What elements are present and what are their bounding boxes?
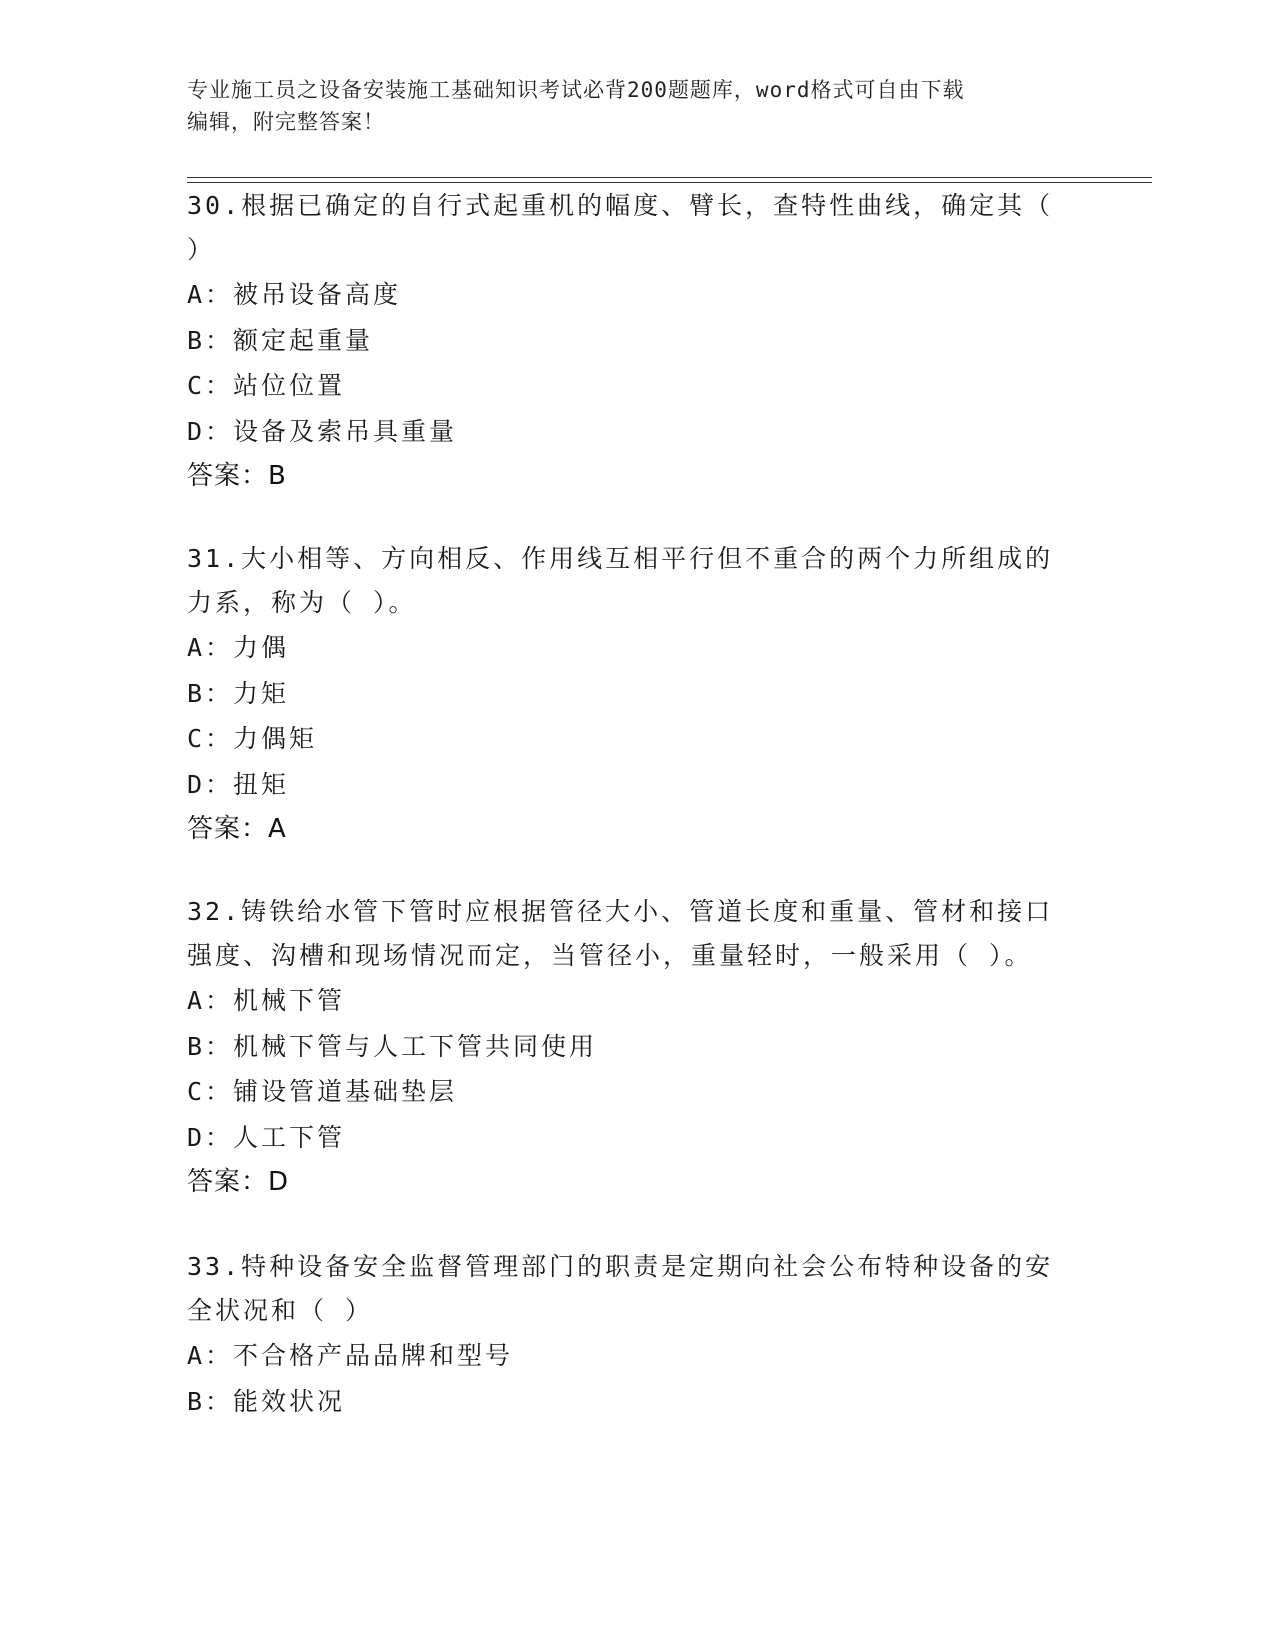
question-stem-line-1: 33.特种设备安全监督管理部门的职责是定期向社会公布特种设备的安: [187, 1252, 1054, 1281]
option-d: D：人工下管: [187, 1122, 346, 1152]
option-a: A：被吊设备高度: [187, 280, 402, 309]
option-a: A：机械下管: [187, 986, 346, 1015]
question-stem-line-2: ）: [187, 235, 216, 264]
option-a: A：力偶: [187, 633, 290, 662]
option-d: D：设备及索吊具重量: [187, 416, 458, 446]
question-31: [187, 537, 1087, 852]
option-c: C：力偶矩: [187, 724, 318, 753]
question-30: [187, 184, 1087, 499]
document-header: [187, 74, 1067, 138]
question-stem-line-1: 30.根据已确定的自行式起重机的幅度、臂长，查特性曲线，确定其（: [187, 191, 1054, 220]
option-c: C：站位位置: [187, 371, 346, 400]
header-line-2: 编辑，附完整答案！: [187, 110, 385, 134]
answer: 答案：D: [187, 1167, 290, 1197]
option-a: A：不合格产品品牌和型号: [187, 1341, 514, 1370]
question-stem-line-2: 强度、沟槽和现场情况而定，当管径小，重量轻时，一般采用（ ）。: [187, 941, 1033, 970]
header-divider-bottom: [187, 182, 1152, 183]
option-c: C：铺设管道基础垫层: [187, 1077, 458, 1106]
answer: 答案：A: [187, 814, 287, 844]
option-d: D：扭矩: [187, 769, 290, 799]
option-b: B：额定起重量: [187, 325, 374, 355]
question-32: [187, 890, 1087, 1205]
question-stem-line-2: 全状况和（ ）: [187, 1296, 374, 1325]
header-line-1: 专业施工员之设备安装施工基础知识考试必背200题题库，word格式可自由下载: [187, 78, 965, 102]
question-stem-line-1: 31.大小相等、方向相反、作用线互相平行但不重合的两个力所组成的: [187, 544, 1054, 573]
option-b: B：机械下管与人工下管共同使用: [187, 1031, 598, 1061]
header-divider-top: [187, 177, 1152, 178]
question-stem-line-2: 力系，称为（ ）。: [187, 588, 417, 617]
question-33: [187, 1245, 1087, 1424]
answer: 答案：B: [187, 461, 287, 491]
option-b: B：能效状况: [187, 1386, 346, 1416]
question-stem-line-1: 32.铸铁给水管下管时应根据管径大小、管道长度和重量、管材和接口: [187, 897, 1054, 926]
option-b: B：力矩: [187, 678, 290, 708]
